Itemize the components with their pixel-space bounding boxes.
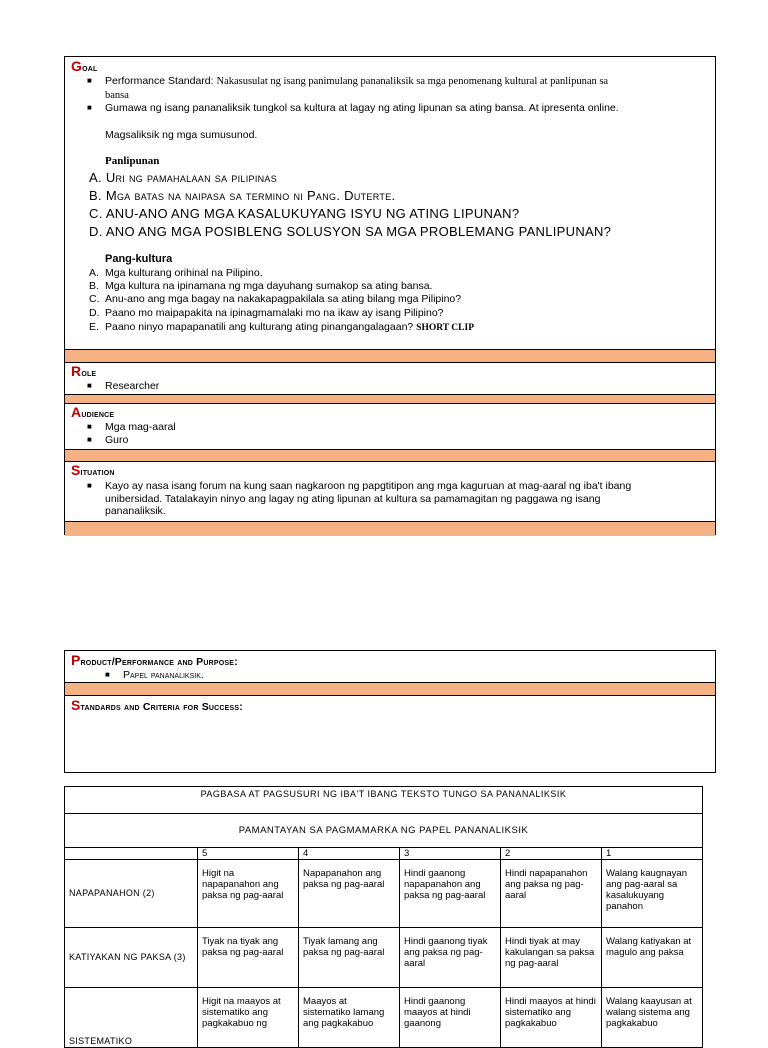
bullet-icon: ■	[87, 481, 92, 490]
score-header-blank	[65, 848, 198, 860]
rubric-cell: Walang katiyakan at magulo ang paksa	[602, 928, 703, 988]
audience-divider-band	[65, 449, 715, 462]
rubric-table	[64, 786, 703, 1048]
panlipunan-item-b: B. Mga batas na naipasa sa termino ni Pang. Duterte.	[89, 188, 396, 203]
bullet-icon: ■	[87, 76, 92, 85]
table-row	[65, 988, 703, 1048]
product-heading: Product/Performance and Purpose:	[71, 652, 238, 668]
pangkultura-item-b: B. Mga kultura na ipinamana ng mga dayuhang sumakop sa ating bansa.	[89, 280, 433, 292]
rubric-cell: Tiyak na tiyak ang paksa ng pag-aaral	[198, 928, 299, 988]
rubric-cell: Maayos at sistematiko lamang ang pagkakabuo	[299, 988, 400, 1048]
bullet-icon: ■	[87, 422, 92, 431]
rubric-cell: Walang kaugnayan ang pag-aaral sa kasalukuyang panahon	[602, 860, 703, 928]
score-header-2: 2	[501, 848, 602, 860]
panlipunan-heading: Panlipunan	[105, 155, 160, 167]
rubric-cell: Tiyak lamang ang paksa ng pag-aaral	[299, 928, 400, 988]
pangkultura-item-c: C. Anu-ano ang mga bagay na nakakapagpakilala sa ating bilang mga Pilipino?	[89, 293, 462, 305]
pangkultura-item-d: D. Paano mo maipapakita na ipinagmamalaki mo na ikaw ay isang Pilipino?	[89, 307, 444, 319]
pangkultura-item-e: E. Paano ninyo mapapanatili ang kulturang ating pinangangalagaan? SHORT CLIP	[89, 321, 474, 333]
goal-divider-band	[65, 349, 715, 363]
goal-instruction: Magsaliksik ng mga sumusunod.	[105, 129, 258, 141]
grasps-box: Goal ■ Performance Standard: Nakasusulat ng isang panimulang pananaliksik sa mga penomenang kultural at panlipunan sa bansa ■ Gumawa ng isang pananaliksik tungkol sa kultura at lagay ng ating lipunan sa ating bansa. At ipresenta online. Magsaliksik ng mga sumusunod. Panlipunan A. Uri ng pamahalaan sa pilipinas B. Mga batas na naipasa sa termino ni Pang. Duterte. C. ANU-ANO ANG MGA KASALUKUYANG ISYU NG ATING LIPUNAN? D. ANO ANG MGA POSIBLENG SOLUSYON SA MGA PROBLEMANG PANLIPUNAN? Pang-kultura A. Mga kulturang orihinal na Pilipino. B. Mga kultura na ipinamana ng mga dayuhang sumakop sa ating bansa. C. Anu-ano ang mga bagay na nakakapagpakilala sa ating bilang mga Pilipino? D. Paano mo maipapakita na ipinagmamalaki mo na ikaw ay isang Pilipino? E. Paano ninyo mapapanatili ang kulturang ating pinangangalagaan? SHORT CLIP Role ■ Researcher Audience ■ Mga mag-aaral ■ Guro Situation ■ Kayo ay nasa isang forum na kung saan nagkaroon ng papgtitipon ang mga kaguruan at mag-aaral ng iba't ibang unibersidad. Tatalakayin ninyo ang lagay ng ating lipunan at kultura sa pamamagitan ng paggawa ng isang pananaliksik.	[64, 56, 716, 535]
pangkultura-heading: Pang-kultura	[105, 253, 173, 265]
table-row	[65, 860, 703, 928]
score-header-5: 5	[198, 848, 299, 860]
product-divider-band	[65, 682, 715, 696]
score-header-3: 3	[400, 848, 501, 860]
audience-heading: Audience	[71, 404, 115, 420]
standards-heading: Standards and Criteria for Success:	[71, 697, 243, 713]
rubric-cell: Hindi napapanahon ang paksa ng pag-aaral	[501, 860, 602, 928]
rubric-subtitle: PAMANTAYAN SA PAGMAMARKA NG PAPEL PANANALIKSIK	[65, 814, 703, 848]
rubric-cell: Higit na napapanahon ang paksa ng pag-aaral	[198, 860, 299, 928]
rubric-cell: Hindi gaanong tiyak ang paksa ng pag-aaral	[400, 928, 501, 988]
score-header-4: 4	[299, 848, 400, 860]
rubric-title: PAGBASA AT PAGSUSURI NG IBA'T IBANG TEKSTO TUNGO SA PANANALIKSIK	[65, 787, 703, 814]
bullet-icon: ■	[87, 435, 92, 444]
rubric-cell: Hindi gaanong napapanahon ang paksa ng pag-aaral	[400, 860, 501, 928]
pangkultura-item-a: A. Mga kulturang orihinal na Pilipino.	[89, 267, 263, 279]
bullet-icon: ■	[105, 670, 110, 679]
bullet-icon: ■	[87, 103, 92, 112]
role-divider-band	[65, 394, 715, 404]
rubric-cell: Hindi maayos at hindi sistematiko ang pagkakabuo	[501, 988, 602, 1048]
situation-heading: Situation	[71, 462, 115, 478]
panlipunan-item-d: D. ANO ANG MGA POSIBLENG SOLUSYON SA MGA PROBLEMANG PANLIPUNAN?	[89, 224, 612, 239]
criterion-katiyakan: KATIYAKAN NG PAKSA (3)	[65, 928, 198, 988]
rubric-cell: Hindi tiyak at may kakulangan sa paksa ng pag-aaral	[501, 928, 602, 988]
criterion-napapanahon: NAPAPANAHON (2)	[65, 860, 198, 928]
panlipunan-item-c: C. ANU-ANO ANG MGA KASALUKUYANG ISYU NG ATING LIPUNAN?	[89, 206, 520, 221]
rubric-cell: Higit na maayos at sistematiko ang pagkakabuo ng	[198, 988, 299, 1048]
panlipunan-item-a: A. Uri ng pamahalaan sa pilipinas	[89, 170, 278, 185]
table-row	[65, 928, 703, 988]
goal-heading: Goal	[71, 58, 98, 74]
situation-divider-band	[65, 521, 715, 536]
criterion-sistematiko: SISTEMATIKO	[65, 988, 198, 1048]
rubric-cell: Hindi gaanong maayos at hindi gaanong	[400, 988, 501, 1048]
role-heading: Role	[71, 363, 97, 379]
product-standards-box: Product/Performance and Purpose: ■ Papel pananaliksik. Standards and Criteria for Success:	[64, 650, 716, 773]
short-clip-note: SHORT CLIP	[416, 323, 474, 333]
rubric-cell: Walang kaayusan at walang sistema ang pagkakabuo	[602, 988, 703, 1048]
rubric-cell: Napapanahon ang paksa ng pag-aaral	[299, 860, 400, 928]
score-header-1: 1	[602, 848, 703, 860]
bullet-icon: ■	[87, 381, 92, 390]
